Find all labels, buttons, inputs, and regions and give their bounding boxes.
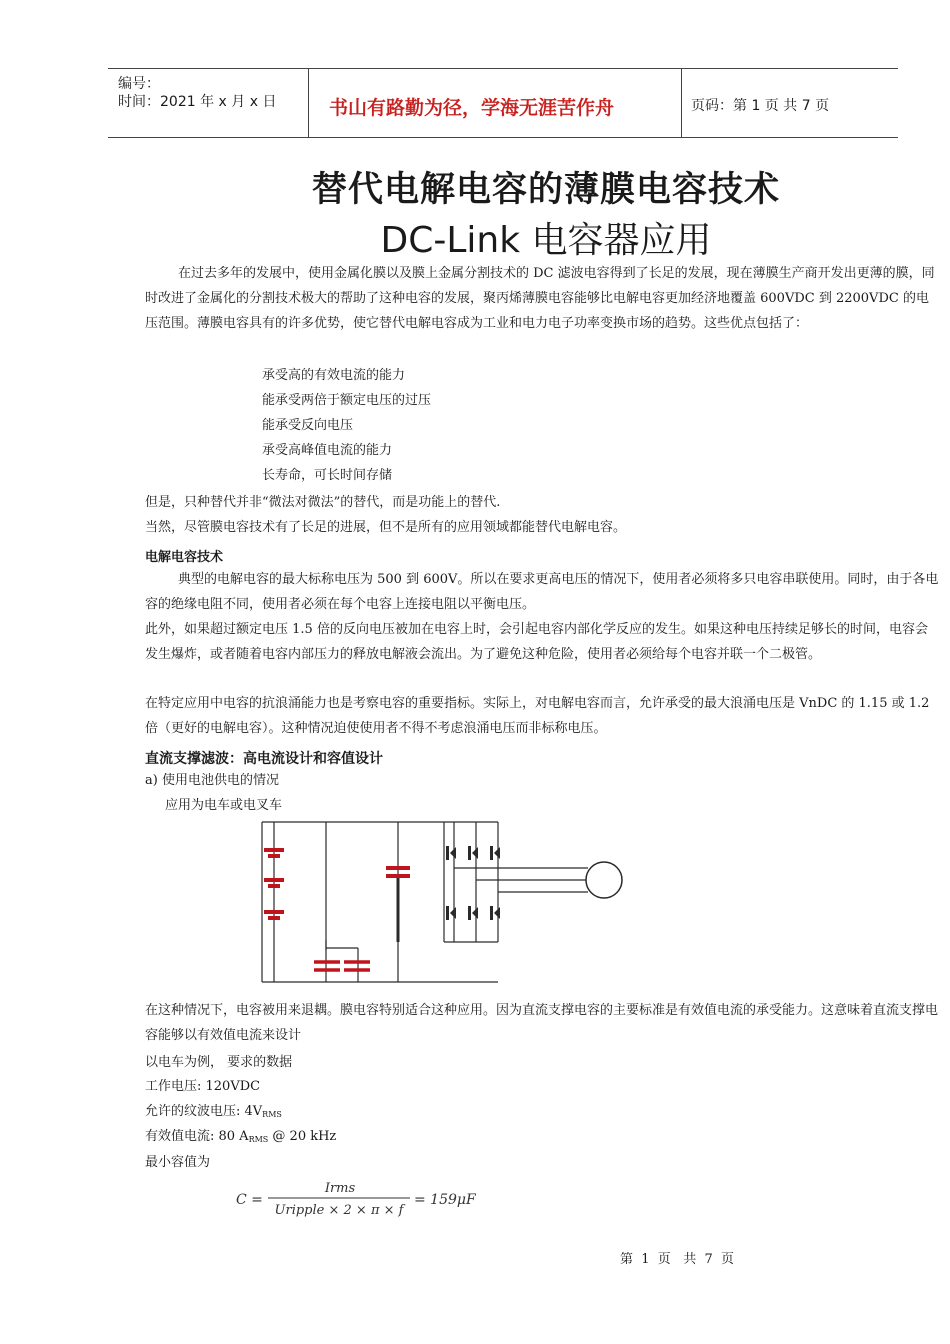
ripple-line [145, 1099, 940, 1127]
current-frequency: @ 20 kHz [268, 1129, 337, 1144]
current-unit: RMS [248, 1135, 269, 1144]
advantage-item: 长寿命，可长时间存储 [262, 468, 393, 483]
dc-link-circuit-diagram [258, 820, 628, 988]
page-title: 替代电解电容的薄膜电容技术 [311, 170, 780, 210]
formula-denominator: Uripple × 2 × π × f [274, 1203, 404, 1218]
case-a-application: 应用为电车或电叉车 [165, 798, 283, 813]
body-paragraph: 典型的电解电容的最大标称电压为 500 到 600V。所以在要求更高电压的情况下，使用者必须将多只电容串联使用。同时，由于各电容的绝缘电阻不同，使用者必须在每个电容上连接电阻以平衡电压。 [145, 572, 939, 612]
page-footer: 第 1 页 共 7 页 [620, 1252, 734, 1267]
body-paragraph: 在这种情况下，电容被用来退耦。膜电容特别适合这种应用。因为直流支撑电容的主要标准是有效值电流的承受能力。这意味着直流支撑电容能够以有效值电流来设计 [145, 1003, 939, 1043]
current-line [145, 1124, 940, 1152]
page-subtitle: DC-Link 电容器应用 [380, 220, 712, 261]
header-table [108, 68, 898, 138]
motto: 书山有路勤为径，学海无涯苦作舟 [329, 97, 615, 119]
case-a-label: a) 使用电池供电的情况 [145, 773, 279, 788]
formula-numerator: Irms [324, 1181, 356, 1196]
header-right-cell [681, 69, 898, 137]
section-heading-electrolytic: 电解电容技术 [145, 550, 224, 565]
serial-label: 编号： [118, 76, 160, 92]
note-paragraph: 当然，尽管膜电容技术有了长足的进展，但不是所有的应用领域都能替代电解电容。 [145, 520, 627, 535]
body-paragraph: 在特定应用中电容的抗浪涌能力也是考察电容的重要指标。实际上，对电解电容而言，允许承受的最大浪涌电压是 VnDC 的 1.15 或 1.2 倍（更好的电解电容）。这种情况迫使使用者不得不考虑浪涌电压而非标称电压。 [145, 696, 930, 736]
example-line: 以电车为例， 要求的数据 [145, 1055, 293, 1070]
film-capacitor-icon [386, 868, 410, 942]
advantage-item: 承受高的有效电流的能力 [262, 368, 406, 383]
header-left-cell [108, 69, 308, 137]
formula-lhs: C = [236, 1192, 263, 1208]
voltage-line: 工作电压: 120VDC [145, 1079, 261, 1094]
ripple-text: 允许的纹波电压: 4V [145, 1104, 263, 1119]
circuit-wires [262, 822, 588, 982]
intro-paragraph: 在过去多年的发展中，使用金属化膜以及膜上金属分割技术的 DC 滤波电容得到了长足的发展，现在薄膜生产商开发出更薄的膜，同时改进了金属化的分割技术极大的帮助了这种电容的发展，聚丙烯薄膜电容能够比电解电容更加经济地覆盖 600VDC 到 2200VDC 的电压范围。薄膜电容具有的许多优势，使它替代电解电容成为工业和电力电子功率变换市场的趋势。这些优点包括了： [145, 266, 935, 331]
capacitance-formula [232, 1178, 492, 1220]
body-paragraph: 此外，如果超过额定电压 1.5 倍的反向电压被加在电容上时，会引起电容内部化学反应的发生。如果这种电压持续足够长的时间，电容会发生爆炸，或者随着电容内部压力的释放电解液会流出。为了避免这种危险，使用者必须给每个电容并联一个二极管。 [145, 622, 928, 662]
advantage-item: 能承受反向电压 [262, 418, 354, 433]
formula-result: = 159μF [414, 1192, 476, 1208]
series-capacitor-icon [314, 962, 370, 970]
min-cap-label: 最小容值为 [145, 1155, 211, 1170]
advantage-item: 能承受两倍于额定电压的过压 [262, 393, 432, 408]
ripple-unit: RMS [262, 1110, 282, 1119]
date-label: 时间：2021 年 x 月 x 日 [118, 94, 277, 110]
motor-icon [586, 862, 622, 898]
current-text: 有效值电流: 80 A [145, 1129, 249, 1144]
header-center-cell [308, 69, 682, 137]
note-paragraph: 但是，只种替代并非“微法对微法”的替代，而是功能上的替代. [145, 495, 501, 510]
page-info: 页码：第 1 页 共 7 页 [691, 98, 830, 114]
section-heading-dc-link: 直流支撑滤波：高电流设计和容值设计 [145, 751, 383, 767]
advantage-item: 承受高峰值电流的能力 [262, 443, 393, 458]
